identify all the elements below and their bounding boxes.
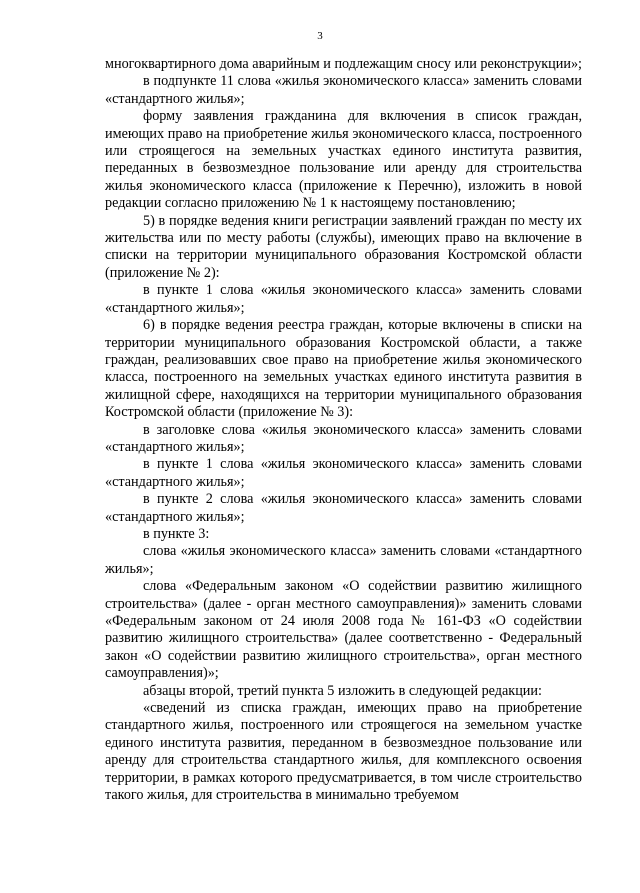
paragraph: слова «Федеральным законом «О содействии развитию жилищного строительства» (далее - орган местного самоуправления)» заменить словами «Федеральным законом от 24 июля 2008 года № 161-ФЗ «О содействии развитию жилищного строительства» (далее соответственно - Федеральный закон «О содействии развитию жилищного строительства», орган местного самоуправления)»; — [105, 578, 582, 682]
paragraph: 5) в порядке ведения книги регистрации заявлений граждан по месту их жительства или по месту работы (службы), имеющих право на включение в списки на территории муниципального образования Костромской области (приложение № 2): — [105, 212, 582, 281]
page-number: 3 — [317, 30, 323, 42]
paragraph: в подпункте 11 слова «жилья экономического класса» заменить словами «стандартного жилья»; — [105, 73, 582, 107]
paragraph: в пункте 2 слова «жилья экономического класса» заменить словами «стандартного жилья»; — [105, 491, 582, 525]
paragraph: форму заявления гражданина для включения в список граждан, имеющих право на приобретение жилья экономического класса, построенного или строящегося на земельных участках единого института развития, переданных в безвозмездное пользование или аренду для строительства жилья экономического класса (приложение к Перечню), изложить в новой редакции согласно приложению № 1 к настоящему постановлению; — [105, 108, 582, 212]
paragraph: многоквартирного дома аварийным и подлежащим сносу или реконструкции»; — [105, 56, 582, 72]
paragraph: в пункте 1 слова «жилья экономического класса» заменить словами «стандартного жилья»; — [105, 282, 582, 316]
paragraph: в заголовке слова «жилья экономического класса» заменить словами «стандартного жилья»; — [105, 421, 582, 455]
paragraph: абзацы второй, третий пункта 5 изложить в следующей редакции: — [143, 682, 542, 699]
paragraph: «сведений из списка граждан, имеющих право на приобретение стандартного жилья, построенного или строящегося на земельном участке единого института развития, переданном в безвозмездное пользование или аренду для строительства стандартного жилья, для комплексного освоения территории, в рамках которого предусматривается, в том числе строительство такого жилья, для строительства в минимально требуемом — [105, 700, 582, 804]
paragraph: в пункте 1 слова «жилья экономического класса» заменить словами «стандартного жилья»; — [105, 456, 582, 490]
paragraph: в пункте 3: — [143, 525, 210, 542]
paragraph: слова «жилья экономического класса» заменить словами «стандартного жилья»; — [105, 543, 582, 577]
paragraph: 6) в порядке ведения реестра граждан, которые включены в списки на территории муниципального образования Костромской области, а также граждан, реализовавших свое право на приобретение жилья экономического класса, построенного на земельных участках единого института развития в жилищной сфере, находящихся на территории муниципального образования Костромской области (приложение № 3): — [105, 317, 582, 421]
document-body — [105, 56, 582, 804]
